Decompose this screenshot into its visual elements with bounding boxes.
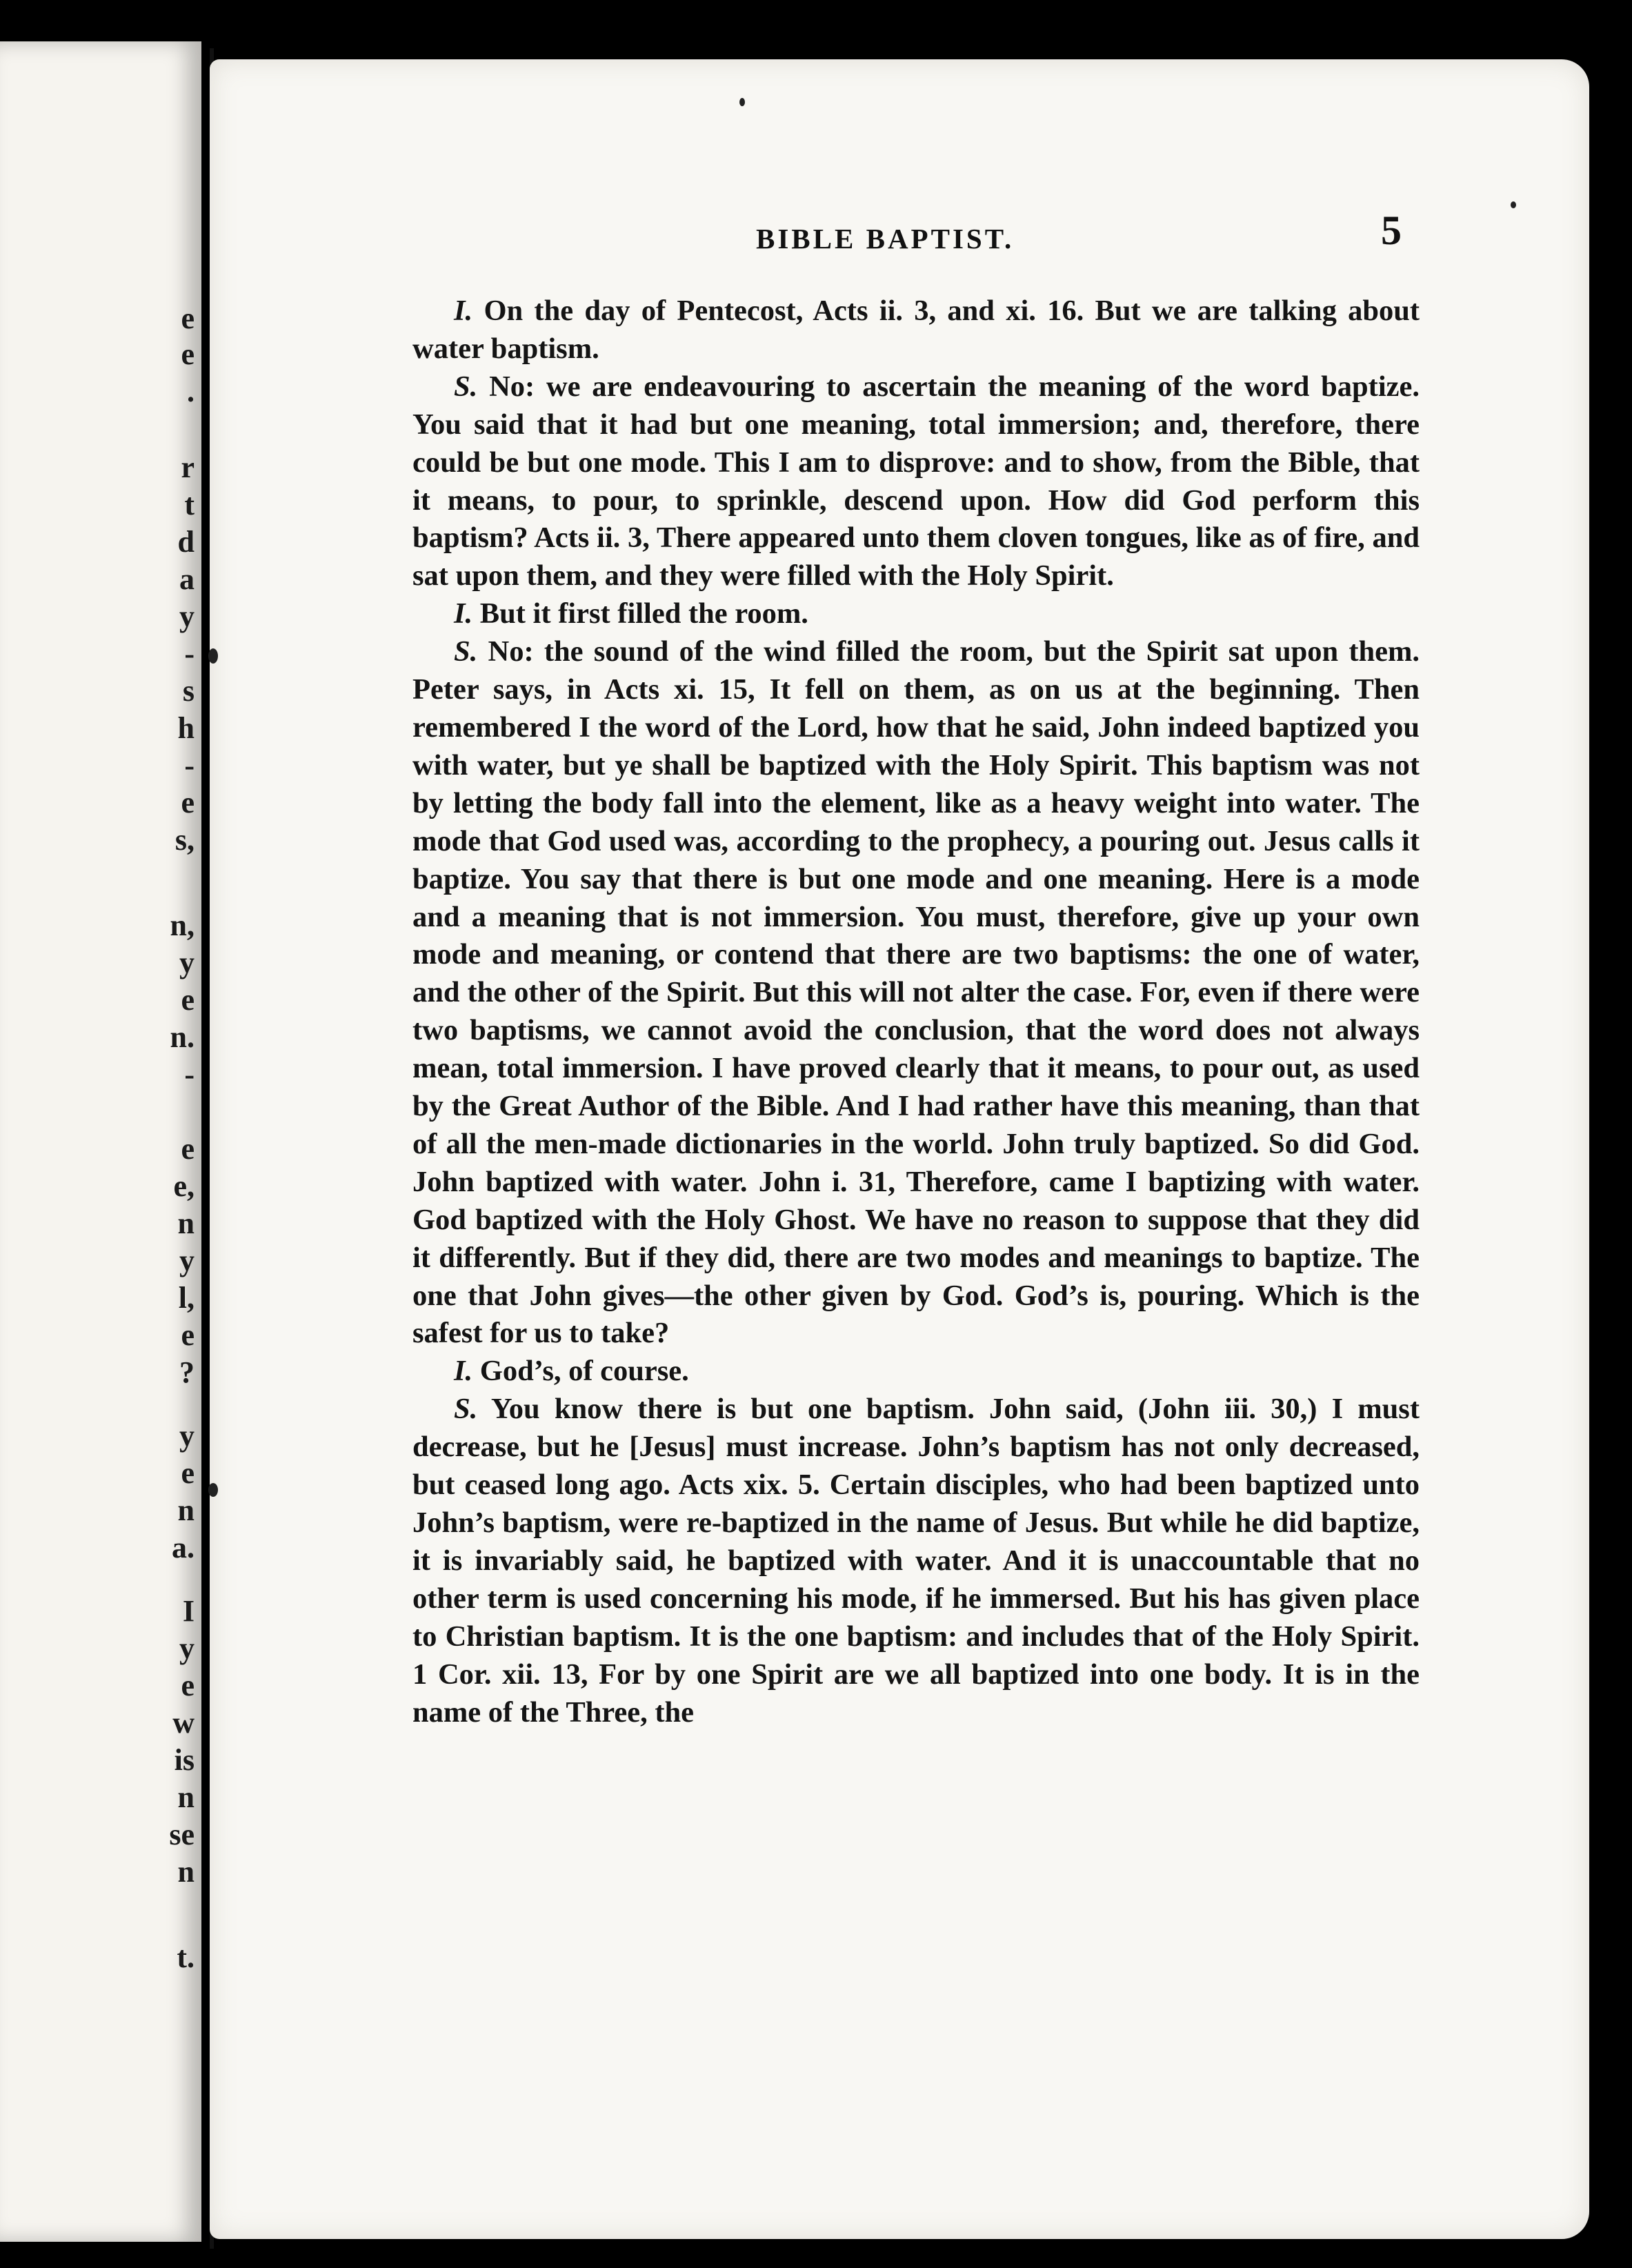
- left-page-glyph: w: [172, 1706, 195, 1740]
- page-number: 5: [1381, 208, 1402, 253]
- left-page-glyph: se: [169, 1818, 195, 1851]
- left-page-glyph: y: [179, 599, 195, 633]
- left-page-glyph: e: [181, 1132, 195, 1166]
- left-page-glyph: e: [181, 1318, 195, 1352]
- left-page-glyph: t.: [177, 1940, 195, 1974]
- dialogue-paragraph: [412, 633, 1420, 1353]
- left-page-glyph: .: [187, 375, 195, 408]
- running-title: BIBLE BAPTIST.: [756, 223, 1015, 255]
- dialogue-paragraph: [412, 1353, 1420, 1391]
- speck: [208, 648, 218, 664]
- dialogue-paragraph: [412, 1391, 1420, 1731]
- left-page-glyph: e: [181, 337, 195, 371]
- left-page-glyph: t: [184, 488, 195, 521]
- left-page-glyph: y: [179, 1419, 195, 1453]
- speaker-label: S.: [454, 1393, 478, 1426]
- left-page-glyph: is: [174, 1743, 195, 1777]
- left-page-glyph: h: [177, 711, 195, 745]
- left-page-glyph: a.: [172, 1531, 195, 1564]
- left-page-glyph: e: [181, 1456, 195, 1490]
- paragraph-text: No: we are endeavouring to ascertain the meaning of the word baptize. You said that it had but one meaning, total immersion; and, therefore, there could be but one mode. This I am to disprove: and to show, from the Bible, that it means, to pour, to sprinkle, descend upon. How did God perform this baptism? Acts ii. 3, There appeared unto them cloven tongues, like as of fire, and sat upon them, and they were filled with the Holy Spirit.: [412, 370, 1420, 593]
- speaker-label: S.: [454, 635, 478, 668]
- left-page-glyph: e: [181, 983, 195, 1017]
- left-page-glyph: ?: [179, 1355, 195, 1389]
- left-page-glyph: n: [177, 1780, 195, 1814]
- speaker-label: I.: [454, 295, 473, 327]
- left-page-glyph: e: [181, 301, 195, 335]
- left-page-glyph: -: [184, 1057, 195, 1091]
- left-page-glyph: r: [181, 450, 195, 484]
- left-page-glyph: n: [177, 1855, 195, 1889]
- dialogue-paragraph: [412, 368, 1420, 595]
- speck: [1511, 201, 1516, 208]
- speaker-label: I.: [454, 597, 473, 630]
- dialogue-paragraph: [412, 595, 1420, 633]
- paragraph-text: You know there is but one baptism. John said, (John iii. 30,) I must decrease, but he [Jesus] must increase. John’s baptism has not only decreased, but ceased long ago. Acts xix. 5. Certain disciples, who had been baptized unto John’s baptism, were re-baptized in the name of Jesus. But while he did baptize, it is invariably said, he baptized with water. And it is unaccountable that no other term is used concerning his mode, if he immersed. But his has given place to Christian baptism. It is the one baptism: and includes that of the Holy Spirit. 1 Cor. xii. 13, For by one Spirit are we all baptized into one body. It is in the name of the Three, the: [412, 1393, 1420, 1729]
- speck: [739, 98, 745, 106]
- left-page-glyph: y: [179, 1631, 195, 1665]
- speaker-label: I.: [454, 1355, 473, 1388]
- left-page-glyph: y: [179, 1244, 195, 1277]
- left-page-glyph: I: [182, 1594, 195, 1628]
- left-page-glyph: n: [177, 1206, 195, 1240]
- left-page-glyph: e: [181, 786, 195, 819]
- paragraph-text: On the day of Pentecost, Acts ii. 3, and xi. 16. But we are talking about water baptism.: [412, 295, 1420, 365]
- paragraph-text: No: the sound of the wind filled the room, but the Spirit sat upon them. Peter says, in Acts xi. 15, It fell on them, as on us at the beginning. Then remembered I the word of the Lord, how that he said, John indeed baptized you with water, but ye shall be baptized with the Holy Spirit. This baptism was not by letting the body fall into the element, like as a heavy weight into water. The mode that God used was, according to the prophecy, a pouring out. Jesus calls it baptize. You say that there is but one mode and one meaning. Here is a mode and a meaning that is not immersion. You must, therefore, give up your own mode and meaning, or contend that there are two baptisms: the one of water, and the other of the Spirit. But this will not alter the case. For, even if there were two baptisms, we cannot avoid the conclusion, that the word does not always mean, total immersion. I have proved clearly that it means, to pour out, as used by the Great Author of the Bible. And I had rather have this meaning, than that of all the men-made dictionaries in the world. John truly baptized. So did God. John baptized with water. John i. 31, Therefore, came I baptizing with water. God baptized with the Holy Ghost. We have no reason to suppose that they did it differently. But if they did, there are two modes and meanings to baptize. The one that John gives—the other given by God. God’s is, pouring. Which is the safest for us to take?: [412, 635, 1420, 1350]
- previous-page-edge: [0, 41, 201, 2242]
- paragraph-text: But it first filled the room.: [479, 597, 808, 630]
- left-page-glyph: s: [182, 674, 195, 708]
- left-page-glyph: n.: [170, 1020, 195, 1054]
- left-page-glyph: l,: [178, 1281, 195, 1315]
- left-page-glyph: n: [177, 1493, 195, 1527]
- left-page-glyph: -: [184, 748, 195, 782]
- left-page-glyph: a: [179, 562, 195, 596]
- speck: [208, 1483, 218, 1497]
- left-page-glyph: e,: [173, 1169, 195, 1203]
- paragraph-text: God’s, of course.: [479, 1355, 689, 1388]
- left-page-glyph: s,: [175, 823, 195, 857]
- left-page-glyph: e: [181, 1669, 195, 1702]
- left-page-glyph: y: [179, 946, 195, 979]
- left-page-glyph: d: [177, 525, 195, 559]
- dialogue-paragraph: [412, 292, 1420, 368]
- left-page-glyph: -: [184, 637, 195, 670]
- speaker-label: S.: [454, 370, 478, 403]
- page-body-text: [412, 292, 1420, 1731]
- left-page-glyph: n,: [170, 908, 195, 942]
